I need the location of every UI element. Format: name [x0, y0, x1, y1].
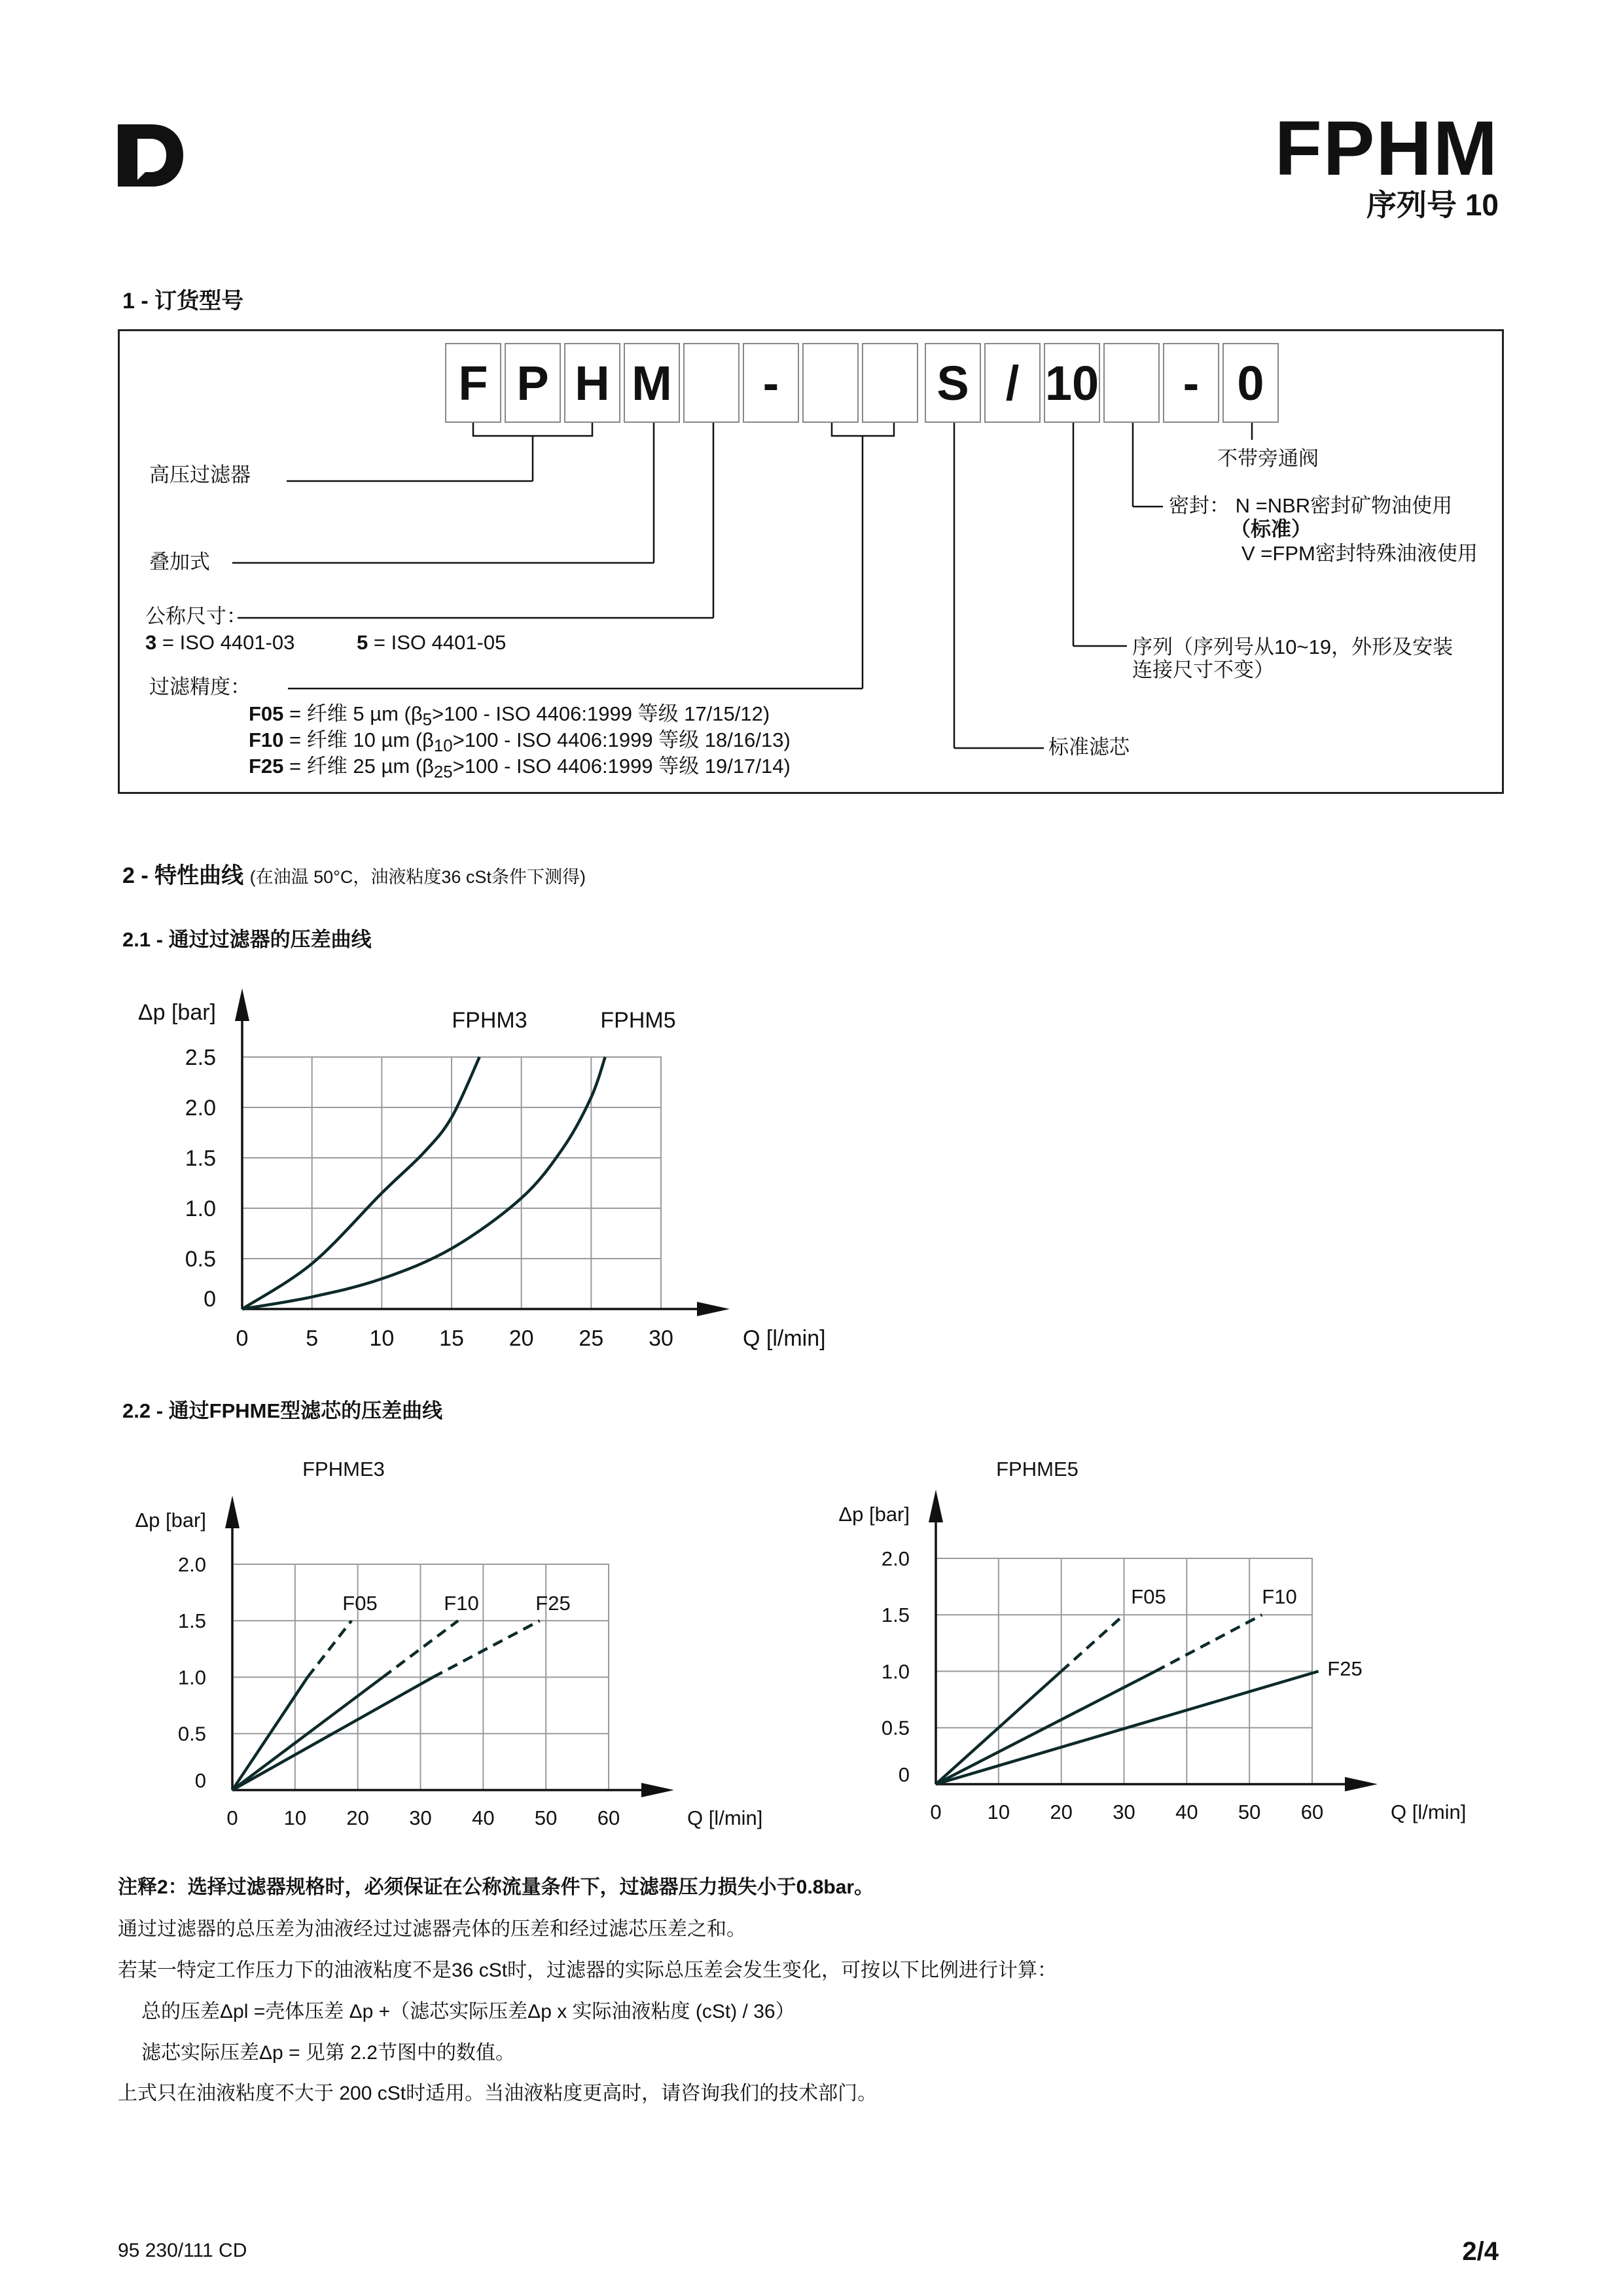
x-tick-label: 30: [409, 1806, 432, 1829]
code-cell: /: [984, 343, 1041, 423]
y-tick-label: 0.5: [185, 1246, 216, 1272]
series-label-fphm3: FPHM3: [452, 1008, 527, 1033]
y-tick-label: 2.5: [185, 1045, 216, 1070]
note2-title: 注释2：选择过滤器规格时，必须保证在公称流量条件下，过滤器压力损失小于0.8bar。: [118, 1876, 874, 1898]
y-tick-label: 2.0: [185, 1095, 216, 1121]
label-seal-fpm: V =FPM密封特殊油液使用: [1241, 542, 1478, 565]
x-tick-label: 10: [369, 1326, 395, 1351]
label-filter: 高压过滤器: [149, 463, 251, 486]
series-label-f05: F05: [1131, 1585, 1166, 1608]
x-tick-label: 5: [306, 1326, 319, 1351]
series-line-fphm3: [242, 1057, 480, 1309]
x-axis-arrow: [641, 1783, 674, 1797]
series-label-f05: F05: [342, 1592, 378, 1615]
x-axis-arrow: [697, 1302, 730, 1316]
section2-heading: 2 - 特性曲线 (在油温 50°C，油液粘度36 cSt条件下测得): [122, 863, 586, 888]
label-standard-element: 标准滤芯: [1048, 736, 1130, 759]
series-label-fphm5: FPHM5: [600, 1008, 676, 1033]
label-series: 序列（序列号从10~19，外形及安装: [1132, 636, 1454, 658]
x-axis-label: Q [l/min]: [743, 1326, 826, 1351]
series-label-f10: F10: [444, 1592, 479, 1615]
y-tick-label: 2.0: [881, 1547, 910, 1570]
series-dashed-f10: [1155, 1615, 1262, 1671]
x-tick-label: 40: [1175, 1801, 1198, 1823]
code-cell: F: [445, 343, 501, 423]
label-seal: 密封： N =NBR密封矿物油使用: [1169, 494, 1453, 517]
x-axis-label: Q [l/min]: [687, 1806, 763, 1829]
x-tick-label: 60: [597, 1806, 620, 1829]
doc-number: 95 230/111 CD: [118, 2240, 247, 2261]
y-tick-label: 1.0: [881, 1660, 910, 1683]
x-tick-label: 0: [226, 1806, 238, 1829]
code-cell: M: [624, 343, 680, 423]
label-precision: 过滤精度：: [149, 675, 251, 698]
code-cell: P: [505, 343, 561, 423]
x-tick-label: 20: [1050, 1801, 1073, 1823]
product-title: FPHM: [1274, 105, 1499, 192]
series-label-f25: F25: [1327, 1657, 1363, 1680]
x-tick-label: 20: [508, 1326, 534, 1351]
y-tick-label: 1.0: [177, 1666, 206, 1689]
chart-title: FPHME3: [302, 1458, 385, 1480]
x-axis-label: Q [l/min]: [1391, 1801, 1467, 1823]
series-dashed-f05: [308, 1621, 351, 1677]
series-line-fphm5: [242, 1057, 605, 1309]
label-series-2: 连接尺寸不变）: [1132, 658, 1274, 681]
label-no-bypass: 不带旁通阀: [1217, 447, 1319, 470]
series-label-f25: F25: [535, 1592, 571, 1615]
note-line-2: 若某一特定工作压力下的油液粘度不是36 cSt时，过滤器的实际总压差会发生变化，可按以下比例进行计算：: [118, 1960, 1058, 1981]
x-tick-label: 50: [1238, 1801, 1261, 1823]
label-modular: 叠加式: [149, 550, 210, 573]
section2-1-heading: 2.1 - 通过过滤器的压差曲线: [122, 928, 372, 951]
y-tick-label: 1.5: [185, 1145, 216, 1171]
label-seal-standard: （标准）: [1230, 518, 1311, 541]
x-tick-label: 25: [579, 1326, 604, 1351]
x-tick-label: 50: [534, 1806, 558, 1829]
x-tick-label: 10: [283, 1806, 307, 1829]
label-f05: F05 = 纤维 5 µm ($\beta_5>100$ - ISO 4406:1999 等级 17/15/12): [249, 702, 770, 730]
y-axis-label: Δp [bar]: [838, 1503, 910, 1526]
y-axis-arrow: [929, 1490, 943, 1522]
chart-fphm-pressure-drop: [118, 982, 851, 1368]
x-tick-label: 15: [439, 1326, 464, 1351]
code-cell: S: [925, 343, 981, 423]
y-axis-label: Δp [bar]: [135, 1509, 206, 1532]
series-label-f10: F10: [1262, 1585, 1297, 1608]
code-cell: 10: [1044, 343, 1100, 423]
y-axis-arrow: [235, 988, 249, 1021]
x-tick-label: 40: [472, 1806, 495, 1829]
label-nominal-size: 公称尺寸：: [145, 605, 247, 628]
y-tick-label: 1.5: [177, 1609, 206, 1633]
section2-2-heading: 2.2 - 通过FPHME型滤芯的压差曲线: [122, 1399, 443, 1422]
x-tick-label: 60: [1300, 1801, 1324, 1823]
x-tick-label: 30: [1113, 1801, 1135, 1823]
chart-fphme3-element: [118, 1446, 772, 1839]
section1-heading: 1 - 订货型号: [122, 289, 244, 314]
y-axis-label: Δp [bar]: [137, 1000, 216, 1025]
code-cell: -: [1163, 343, 1219, 423]
label-f10: F10 = 纤维 10 µm ($\beta_{10}>100$ - ISO 4406:1999 等级 18/16/13): [249, 728, 791, 756]
x-tick-label: 0: [236, 1326, 249, 1351]
note-line-5: 上式只在油液粘度不大于 200 cSt时适用。当油液粘度更高时，请咨询我们的技术部门。: [118, 2083, 878, 2104]
x-axis-arrow: [1345, 1777, 1378, 1791]
x-tick-label: 20: [346, 1806, 369, 1829]
chart-title: FPHME5: [996, 1458, 1079, 1480]
series-dashed-f05: [1061, 1615, 1124, 1671]
series-subtitle: 序列号 10: [1366, 188, 1499, 222]
y-tick-label: 1.5: [881, 1604, 910, 1627]
y-tick-label: 0: [204, 1287, 216, 1312]
note-line-1: 通过过滤器的总压差为油液经过过滤器壳体的压差和经过滤芯压差之和。: [118, 1918, 746, 1940]
page-number: 2/4: [1462, 2237, 1499, 2266]
label-f25: F25 = 纤维 25 µm ($\beta_{25}>100$ - ISO 4406:1999 等级 19/17/14): [249, 755, 791, 782]
note-line-3: 总的压差Δpl =壳体压差 Δp +（滤芯实际压差Δp x 实际油液粘度 (cSt) / 36）: [141, 2001, 795, 2022]
x-tick-label: 0: [930, 1801, 942, 1823]
y-tick-label: 0.5: [881, 1716, 910, 1740]
code-cell: H: [564, 343, 620, 423]
code-cell: 0: [1222, 343, 1279, 423]
series-dashed-f25: [433, 1621, 540, 1677]
code-cell: -: [743, 343, 799, 423]
y-tick-label: 2.0: [177, 1552, 206, 1576]
chart-fphme5-element: [825, 1446, 1479, 1839]
note-line-4: 滤芯实际压差Δp = 见第 2.2节图中的数值。: [141, 2042, 515, 2064]
y-tick-label: 0.5: [177, 1722, 206, 1746]
y-tick-label: 0: [194, 1769, 206, 1792]
label-size5: 5 = ISO 4401-05: [357, 631, 507, 654]
y-tick-label: 0: [898, 1763, 910, 1786]
x-tick-label: 30: [649, 1326, 673, 1351]
y-tick-label: 1.0: [185, 1196, 216, 1221]
x-tick-label: 10: [987, 1801, 1010, 1823]
label-size3: 3 = ISO 4401-03: [145, 631, 295, 654]
y-axis-arrow: [225, 1496, 240, 1528]
